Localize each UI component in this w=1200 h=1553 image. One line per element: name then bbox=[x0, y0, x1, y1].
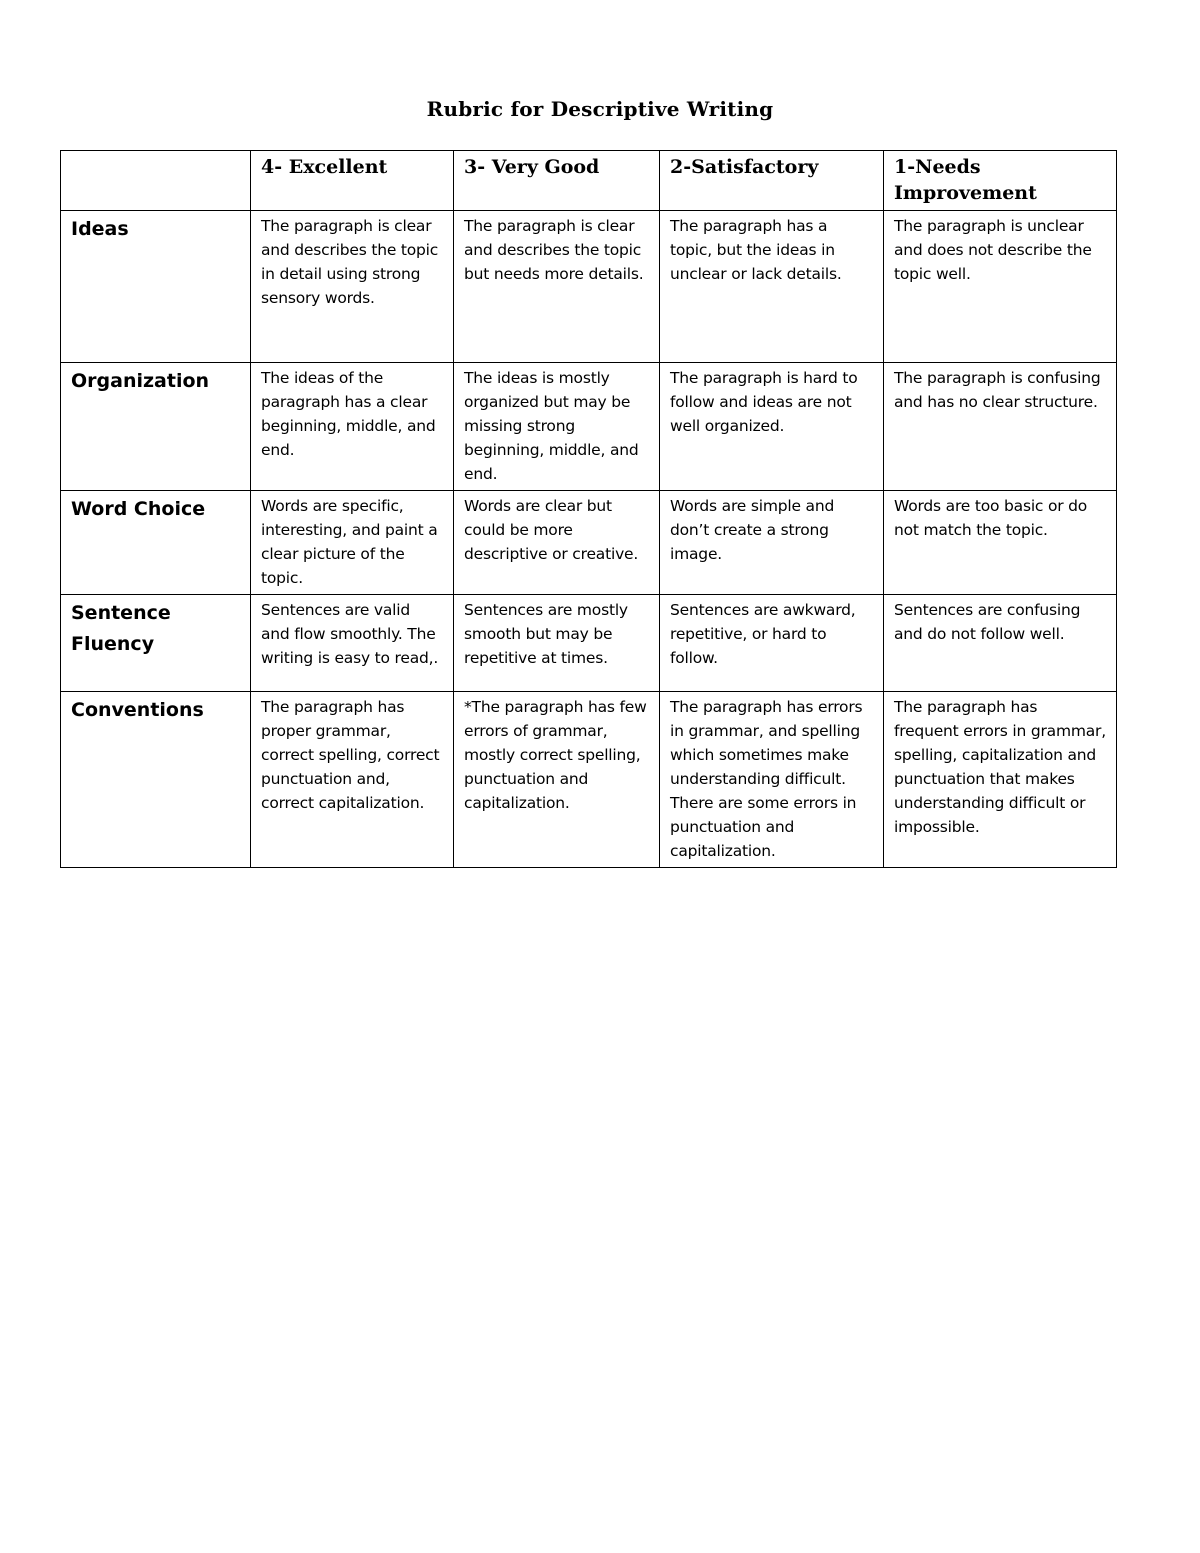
table-cell: The paragraph has frequent errors in grammar, spelling, capitalization and punctuation that makes understanding difficult or impossible. bbox=[884, 692, 1117, 868]
row-header-conventions: Conventions bbox=[61, 692, 251, 868]
table-cell: The paragraph is unclear and does not describe the topic well. bbox=[884, 211, 1117, 363]
rubric-table bbox=[60, 150, 1117, 868]
table-cell: Sentences are confusing and do not follow well. bbox=[884, 595, 1117, 692]
table-cell: Sentences are valid and flow smoothly. The writing is easy to read,. bbox=[251, 595, 454, 692]
table-row-organization bbox=[61, 363, 1117, 491]
row-header-word-choice: Word Choice bbox=[61, 491, 251, 595]
table-cell: The paragraph is confusing and has no clear structure. bbox=[884, 363, 1117, 491]
table-header-row bbox=[61, 151, 1117, 211]
table-cell: Words are specific, interesting, and paint a clear picture of the topic. bbox=[251, 491, 454, 595]
table-cell: The paragraph has errors in grammar, and spelling which sometimes make understanding difficult. There are some errors in punctuation and capitalization. bbox=[660, 692, 884, 868]
table-cell: Sentences are mostly smooth but may be repetitive at times. bbox=[454, 595, 660, 692]
column-header-excellent: 4- Excellent bbox=[251, 151, 454, 211]
table-cell: Words are too basic or do not match the topic. bbox=[884, 491, 1117, 595]
table-cell: Words are simple and don’t create a strong image. bbox=[660, 491, 884, 595]
table-row-conventions bbox=[61, 692, 1117, 868]
column-header-very-good: 3- Very Good bbox=[454, 151, 660, 211]
table-cell: Words are clear but could be more descriptive or creative. bbox=[454, 491, 660, 595]
row-header-ideas: Ideas bbox=[61, 211, 251, 363]
table-cell: The paragraph is hard to follow and ideas are not well organized. bbox=[660, 363, 884, 491]
corner-cell bbox=[61, 151, 251, 211]
table-cell: *The paragraph has few errors of grammar, mostly correct spelling, punctuation and capitalization. bbox=[454, 692, 660, 868]
column-header-needs-improvement: 1-Needs Improvement bbox=[884, 151, 1117, 211]
row-header-sentence-fluency: Sentence Fluency bbox=[61, 595, 251, 692]
table-row-sentence-fluency bbox=[61, 595, 1117, 692]
column-header-satisfactory: 2-Satisfactory bbox=[660, 151, 884, 211]
table-cell: The paragraph is clear and describes the topic but needs more details. bbox=[454, 211, 660, 363]
table-cell: The ideas of the paragraph has a clear beginning, middle, and end. bbox=[251, 363, 454, 491]
table-cell: Sentences are awkward, repetitive, or hard to follow. bbox=[660, 595, 884, 692]
row-header-organization: Organization bbox=[61, 363, 251, 491]
table-row-ideas bbox=[61, 211, 1117, 363]
table-cell: The ideas is mostly organized but may be missing strong beginning, middle, and end. bbox=[454, 363, 660, 491]
table-row-word-choice bbox=[61, 491, 1117, 595]
table-cell: The paragraph has a topic, but the ideas in unclear or lack details. bbox=[660, 211, 884, 363]
table-cell: The paragraph is clear and describes the topic in detail using strong sensory words. bbox=[251, 211, 454, 363]
page-title: Rubric for Descriptive Writing bbox=[426, 97, 774, 121]
table-cell: The paragraph has proper grammar, correct spelling, correct punctuation and, correct capitalization. bbox=[251, 692, 454, 868]
